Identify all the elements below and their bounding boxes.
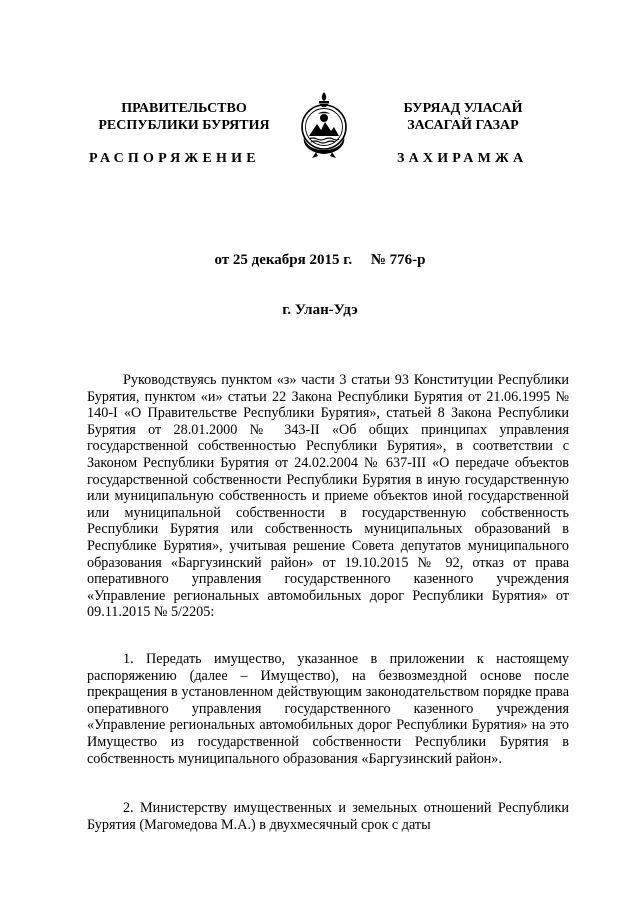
- header-right: [363, 100, 563, 134]
- header-right-line2: ЗАСАГАЙ ГАЗАР: [407, 118, 519, 133]
- paragraph-preamble: Руководствуясь пунктом «з» части 3 статьи 93 Конституции Республики Бурятия, пунктом «и» статьи 22 Закона Республики Бурятия от 21.06.1995 № 140-I «О Правительстве Республики Бурятия», статьей 8 Закона Республики Бурятия от 28.01.2000 № 343-II «Об общих принципах управления государственной собственностью Республики Бурятия», в соответствии с Законом Республики Бурятия от 24.02.2004 № 637-III «О передаче объектов государственной собственности Республики Бурятия в иную государственную или муниципальную собственность и приеме объектов иной государственной или муниципальной собственности в государственную собственность Республики Бурятия или собственность муниципальных образований в Республике Бурятия», учитывая решение Совета депутатов муниципального образования «Баргузинский район» от 19.10.2015 № 92, отказ от права оперативного управления государственного казенного учреждения «Управление региональных автомобильных дорог Республики Бурятия» от 09.11.2015 № 5/2205:: [87, 372, 569, 621]
- city: г. Улан-Удэ: [282, 302, 358, 318]
- coat-of-arms-buryatia-icon: [298, 90, 350, 160]
- order-title-ru: РАСПОРЯЖЕНИЕ: [89, 151, 260, 166]
- header-left-line2: РЕСПУБЛИКИ БУРЯТИЯ: [98, 118, 270, 133]
- date-and-number: от 25 декабря 2015 г. № 776-р: [214, 252, 426, 268]
- order-title-bua: ЗАХИРАМЖА: [397, 151, 528, 166]
- header-right-line1: БУРЯАД УЛАСАЙ: [403, 101, 523, 116]
- paragraph-item-1: 1. Передать имущество, указанное в приложении к настоящему распоряжению (далее – Имущество), на безвозмездной основе после прекращения в установленном действующим законодательством порядке права оперативного управления государственного казенного учреждения «Управление региональных автомобильных дорог Республики Бурятия» на это Имущество из государственной собственности Республики Бурятия в собственность муниципального образования «Баргузинский район».: [87, 651, 569, 767]
- paragraph-item-2: 2. Министерству имущественных и земельных отношений Республики Бурятия (Магомедова М.А.) в двухмесячный срок с даты: [87, 800, 569, 833]
- header-left-line1: ПРАВИТЕЛЬСТВО: [121, 101, 247, 116]
- header-left: [84, 100, 284, 134]
